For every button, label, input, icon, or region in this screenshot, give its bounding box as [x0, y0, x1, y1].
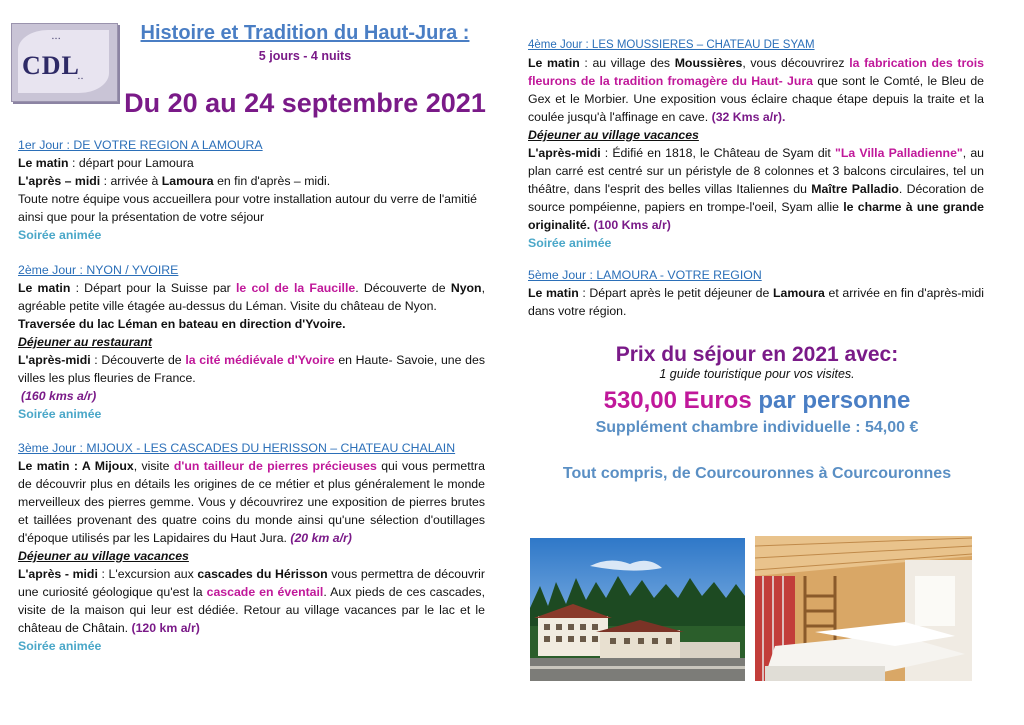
day2-distance: (160 kms a/r): [21, 389, 97, 403]
day1-section: [18, 136, 485, 244]
pricing-section: [518, 343, 996, 483]
hotel-photo-image: [530, 538, 745, 681]
all-inclusive-note: Tout compris, de Courcouronnes à Courcouronnes: [562, 465, 952, 482]
day4-section: [528, 36, 984, 252]
day2-afternoon: L'après-midi : Découverte de la cité médiévale d'Yvoire en Haute- Savoie, une des villes les plus fleuries de France.: [18, 353, 485, 385]
guide-note: 1 guide touristique pour vos visites.: [659, 367, 855, 381]
day1-welcome: Toute notre équipe vous accueillera pour votre installation autour du verre de l'amitié ainsi que pour la présentation de votre séjour: [18, 192, 477, 224]
day4-morning: Le matin : au village des Moussières, vous découvrirez la fabrication des trois fleurons de la tradition fromagère du Haut- Jura que sont le Comté, le Bleu de Gex et le Morbier. Une exposition vous éclaire chaque étape depuis la traite et la coulée jusqu'à l'affinage en cave. (32 Kms a/r).: [528, 56, 985, 124]
day1-afternoon: L'après – midi : arrivée à Lamoura en fin d'après – midi.: [18, 174, 331, 188]
day5-morning: Le matin : Départ après le petit déjeuner de Lamoura et arrivée en fin d'après-midi dans votre région.: [528, 286, 984, 318]
price-heading: Prix du séjour en 2021 avec:: [615, 343, 899, 366]
day3-lunch: Déjeuner au village vacances: [18, 549, 189, 563]
logo-text: CDL: [22, 51, 80, 80]
day1-morning: Le matin : départ pour Lamoura: [18, 156, 194, 170]
day4-afternoon: L'après-midi : Édifié en 1818, le Château de Syam dit "La Villa Palladienne", au plan carré est centré sur un péristyle de 8 colonnes et 3 balcons circulaires, tel un théâtre, dans l'esprit des belles villas Italiennes du Maître Palladio. Décoration de source pompéienne, papiers en trompe-l'oeil, Syam allie le charme à une grande originalité. (100 Kms a/r): [528, 146, 985, 232]
bedroom-photo-image: [755, 536, 972, 681]
day2-crossing: Traversée du lac Léman en bateau en direction d'Yvoire.: [18, 317, 346, 331]
day4-title: 4ème Jour : LES MOUSSIERES – CHATEAU DE SYAM: [528, 39, 815, 51]
hotel-photo: [530, 538, 745, 681]
day3-title: 3ème Jour : MIJOUX - LES CASCADES DU HERISSON – CHATEAU CHALAIN: [18, 441, 456, 455]
price-amount: 530,00 Euros par personne: [603, 387, 911, 414]
day2-title: 2ème Jour : NYON / YVOIRE: [18, 263, 179, 277]
day3-morning: Le matin : A Mijoux, visite d'un tailleur de pierres précieuses qui vous permettra de découvrir plus en détails les origines de ce métier et plus généralement le monde merveilleux des pierres gemme. Vous y découvrirez une exposition de pierres brutes et taillées provenant des quatre coins du monde ainsi qu'une sélection d'outillages d'époque utilisés par les Lapidaires du Haut Jura. (20 km a/r): [18, 459, 485, 545]
single-room-supplement: Supplément chambre individuelle : 54,00 €: [595, 419, 919, 436]
day1-title: 1er Jour : DE VOTRE REGION A LAMOURA: [18, 138, 263, 152]
trip-dates: Du 20 au 24 septembre 2021: [124, 88, 486, 118]
trip-duration: 5 jours - 4 nuits: [258, 49, 352, 63]
bedroom-photo: [755, 536, 972, 681]
day4-lunch: Déjeuner au village vacances: [528, 128, 699, 142]
page-title: Histoire et Tradition du Haut-Jura :: [140, 22, 470, 44]
day2-morning: Le matin : Départ pour la Suisse par le col de la Faucille. Découverte de Nyon, agréable petite ville étagée au-dessus du Léman. Visite du château de Nyon.: [18, 281, 485, 313]
cdl-logo: ▪ ▪ ▪ ▪ ▪ CDL: [11, 23, 118, 102]
day3-afternoon: L'après - midi : L'excursion aux cascades du Hérisson vous permettra de découvrir une curiosité géologique qu'est la cascade en éventail. Aux pieds de ces cascades, visite de la maison qui leur est dédiée. Retour au village vacances par le lac et le château de Châtain. (120 km a/r): [18, 567, 485, 635]
day3-evening: Soirée animée: [18, 639, 102, 653]
day4-evening: Soirée animée: [528, 236, 612, 250]
day5-section: [528, 266, 984, 320]
day2-lunch: Déjeuner au restaurant: [18, 335, 152, 349]
day3-section: [18, 439, 485, 655]
day1-evening: Soirée animée: [18, 228, 102, 242]
day2-evening: Soirée animée: [18, 407, 102, 421]
day2-section: [18, 261, 485, 423]
day5-title: 5ème Jour : LAMOURA - VOTRE REGION: [528, 268, 762, 282]
